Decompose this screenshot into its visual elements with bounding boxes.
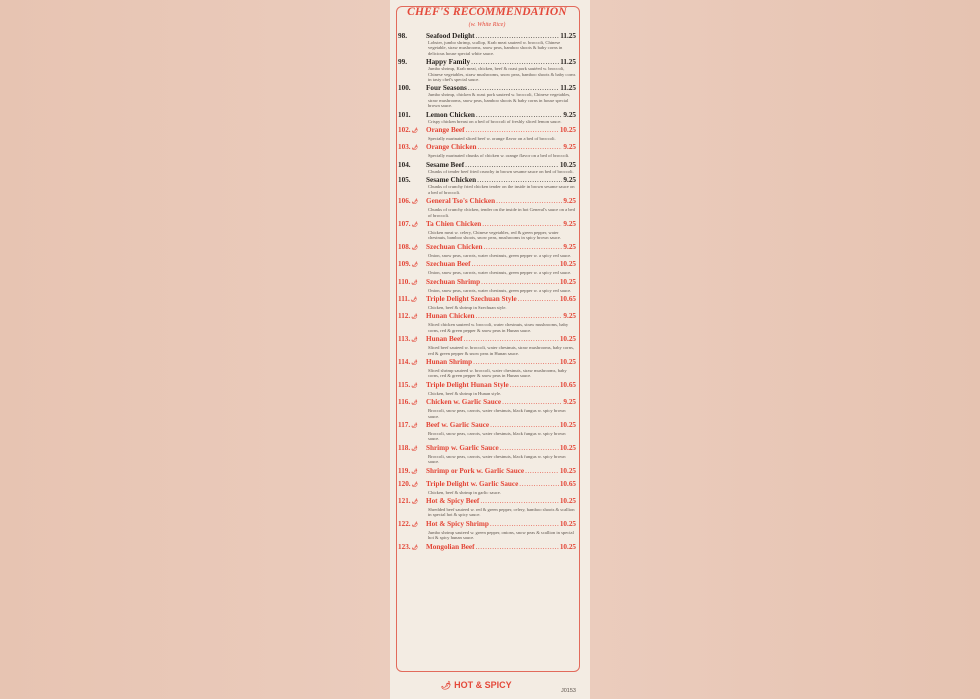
item-name: Mongolian Beef	[426, 542, 475, 551]
menu-item-header	[398, 381, 576, 391]
menu-item-header	[398, 243, 576, 253]
leader-dots	[490, 520, 559, 528]
item-number	[398, 335, 426, 345]
pepper-icon: 🌶	[411, 522, 418, 528]
leader-dots	[465, 161, 559, 169]
item-number	[398, 520, 426, 530]
item-number	[398, 312, 426, 322]
leader-dots	[477, 176, 562, 184]
menu-item-header	[398, 161, 576, 169]
item-description: Jumbo shrimp, Krab meat, chicken, beef & roast pork sautéed w. broccoli, Chinese vegetables, straw mushrooms, snow peas, bamboo shoots & baby corns in tasty chef's special sauce.	[428, 66, 576, 83]
item-number	[398, 278, 426, 288]
item-price: 10.65	[559, 479, 576, 488]
pepper-icon: 🌶	[411, 315, 418, 321]
item-number	[398, 126, 426, 136]
menu-item-header	[398, 543, 576, 553]
item-description: Onion, snow peas, carrots, water chestnuts, green pepper w. a spicy red sauce.	[428, 270, 572, 276]
item-description: Sliced chicken sauteed w. broccoli, water chestnuts, straw mushrooms, baby corns, red & green pepper & snow peas in Hunan sauce.	[428, 322, 569, 333]
pepper-icon: 🌶	[411, 129, 418, 135]
item-description: Onion, snow peas, carrots, water chestnuts, green pepper w. a spicy red sauce.	[428, 287, 572, 293]
menu-item-header	[398, 58, 576, 66]
menu-item-header	[398, 176, 576, 184]
item-price: 10.25	[559, 126, 576, 135]
item-price: 10.25	[559, 519, 576, 528]
menu-item	[398, 520, 576, 543]
item-name: Ta Chien Chicken	[426, 219, 482, 228]
menu-item-header	[398, 444, 576, 454]
item-name: Shrimp or Pork w. Garlic Sauce	[426, 466, 525, 475]
menu-item	[398, 220, 576, 243]
menu-item	[398, 84, 576, 110]
item-number-text: 109.	[398, 260, 411, 269]
item-number-text: 116.	[398, 398, 411, 407]
menu-subtitle: (w. White Rice)	[468, 22, 506, 28]
item-name: Szechuan Shrimp	[426, 277, 481, 286]
item-description: Specially marinated sliced beef w. orange flavor on a bed of broccoli.	[428, 136, 556, 142]
menu-item-header	[398, 260, 576, 270]
item-number	[398, 32, 426, 40]
leader-dots	[476, 312, 563, 320]
item-number	[398, 421, 426, 431]
item-description: Lobster, jumbo shrimp, scallop, Krab meat sauteed w. broccoli, Chinese vegetable, straw mushrooms, snow peas, bamboo shoots & baby corns in delicious house special white sauce.	[428, 40, 563, 56]
menu-item-header	[398, 421, 576, 431]
pepper-icon: 🌶	[411, 245, 418, 251]
leader-dots	[510, 381, 559, 389]
item-description: Jumbo shrimp sauteed w. green pepper, onions, snow peas & scallion in special hot & spicy hunan sauce.	[428, 529, 574, 541]
menu-item-header	[398, 312, 576, 322]
item-price: 10.25	[559, 277, 576, 286]
item-name: Happy Family	[426, 58, 471, 67]
menu-item	[398, 444, 576, 467]
leader-dots	[519, 480, 559, 488]
menu-item-header	[398, 335, 576, 345]
item-number-text: 100.	[398, 84, 411, 93]
pepper-icon: 🌶	[411, 545, 418, 551]
leader-dots	[525, 467, 559, 475]
menu-item-list	[398, 32, 576, 556]
leader-dots	[472, 260, 559, 268]
item-price: 9.25	[563, 242, 576, 251]
item-name: Hunan Beef	[426, 335, 463, 344]
menu-item-header	[398, 358, 576, 368]
menu-sheet	[390, 0, 590, 699]
item-name: Szechuan Chicken	[426, 242, 483, 251]
item-number	[398, 398, 426, 408]
pepper-icon: 🌶	[411, 469, 418, 475]
item-description: Broccoli, snow peas, carrots, water chestnuts, black fungus w. spicy brown sauce.	[428, 453, 566, 465]
item-number	[398, 176, 426, 184]
menu-item	[398, 421, 576, 444]
item-name: Triple Delight w. Garlic Sauce	[426, 479, 519, 488]
item-price: 11.25	[560, 84, 576, 93]
item-description: Sliced beef sauteed w. broccoli, water chestnuts, straw mushrooms, baby corns, red & green pepper & snow peas in Hunan sauce.	[428, 345, 575, 356]
item-price: 10.25	[559, 466, 576, 475]
menu-item-header	[398, 278, 576, 288]
menu-item	[398, 381, 576, 398]
item-name: Chicken w. Garlic Sauce	[426, 398, 502, 407]
item-price: 10.25	[559, 260, 576, 269]
item-description: Chicken meat w. celery, Chinese vegetables, red & green pepper, water chestnuts, bamboo shoots, snow peas, mushrooms in spicy brown sauce.	[428, 229, 562, 241]
item-number-text: 112.	[398, 312, 411, 321]
pepper-icon: 🌶	[411, 482, 418, 488]
item-price: 10.25	[559, 357, 576, 366]
pepper-icon: 🌶	[411, 338, 418, 344]
menu-item-header	[398, 220, 576, 230]
item-description: Broccoli, snow peas, carrots, water chestnuts, black fungus w. spicy brown sauce.	[428, 431, 566, 442]
leader-dots	[482, 220, 562, 228]
item-name: Beef w. Garlic Sauce	[426, 421, 490, 429]
menu-item	[398, 398, 576, 421]
menu-item	[398, 243, 576, 260]
menu-item-header	[398, 32, 576, 40]
leader-dots	[476, 32, 560, 40]
spicy-legend	[440, 680, 512, 690]
menu-item-header	[398, 111, 576, 119]
item-price: 10.25	[559, 160, 576, 169]
item-number	[398, 444, 426, 454]
item-name: Orange Beef	[426, 126, 465, 135]
item-price: 10.25	[559, 443, 576, 452]
item-number-text: 107.	[398, 219, 411, 228]
item-description: Chunks of crunchy chicken, tender on the inside in hot General's sauce on a bed of broccoli.	[428, 207, 575, 218]
item-price: 9.25	[563, 398, 576, 407]
item-number-text: 104.	[398, 160, 411, 169]
leader-dots	[464, 335, 559, 343]
menu-item-header	[398, 398, 576, 408]
menu-item-header	[398, 143, 576, 153]
item-price: 10.65	[559, 294, 576, 303]
pepper-icon: 🌶	[411, 500, 418, 506]
pepper-icon: 🌶	[411, 446, 418, 452]
item-description: Onion, snow peas, carrots, water chestnuts, green pepper w. a spicy red sauce.	[428, 252, 572, 258]
leader-dots	[490, 421, 559, 429]
item-description: Chicken, beef & shrimp in Hunan style.	[428, 390, 502, 396]
leader-dots	[500, 444, 559, 452]
menu-item-header	[398, 295, 576, 305]
pepper-icon: 🌶	[410, 297, 418, 303]
pepper-icon: 🌶	[411, 263, 418, 269]
leader-dots	[518, 295, 559, 303]
item-number	[398, 161, 426, 169]
item-number-text: 101.	[398, 110, 411, 119]
background-right	[590, 0, 980, 699]
item-name: Triple Delight Hunan Style	[426, 380, 509, 389]
item-price: 10.25	[559, 421, 576, 429]
item-name: Seafood Delight	[426, 32, 475, 40]
menu-item-header	[398, 84, 576, 92]
item-description: Specially marinated chunks of chicken w. orange flavor on a bed of broccoli.	[428, 153, 570, 159]
item-price: 11.25	[560, 58, 576, 67]
menu-item-header	[398, 197, 576, 207]
menu-item	[398, 497, 576, 520]
item-description: Chicken, beef & shrimp in Szechuan style.	[428, 304, 507, 310]
menu-item-header	[398, 497, 576, 507]
item-name: Hunan Chicken	[426, 312, 475, 321]
item-number-text: 117.	[398, 421, 411, 429]
leader-dots	[480, 497, 559, 505]
item-number-text: 120.	[398, 479, 411, 488]
item-price: 9.25	[563, 197, 576, 206]
leader-dots	[466, 126, 559, 134]
item-name: Shrimp w. Garlic Sauce	[426, 443, 499, 452]
pepper-icon: 🌶	[411, 200, 418, 206]
item-price: 10.65	[559, 380, 576, 389]
legend-label: HOT & SPICY	[454, 680, 512, 690]
pepper-icon: 🌶	[411, 222, 418, 228]
item-price: 11.25	[560, 32, 576, 40]
item-price: 10.25	[559, 335, 576, 344]
item-description: Shredded beef sauteed w. red & green pepper, celery, bamboo shoots & scallion in special hot & spicy sauce.	[428, 507, 575, 518]
item-number-text: 123.	[398, 542, 411, 551]
item-number	[398, 358, 426, 368]
item-number	[398, 467, 426, 477]
item-number	[398, 295, 426, 305]
menu-item	[398, 176, 576, 197]
leader-dots	[473, 358, 559, 366]
item-number	[398, 243, 426, 253]
item-description: Chicken, beef & shrimp in garlic sauce.	[428, 489, 501, 495]
item-name: Sesame Chicken	[426, 176, 477, 185]
leader-dots	[496, 197, 562, 205]
menu-item	[398, 32, 576, 58]
item-number-text: 113.	[398, 335, 411, 344]
item-number	[398, 497, 426, 507]
menu-item	[398, 543, 576, 556]
item-description: Chunks of crunchy fried chicken tender on the inside in brown sesame sauce on a bed of broccoli.	[428, 184, 575, 195]
menu-item-header	[398, 467, 576, 477]
item-price: 10.25	[559, 542, 576, 551]
item-description: Chunks of tender beef fried crunchy in brown sesame sauce on bed of broccoli.	[428, 168, 574, 174]
leader-dots	[502, 398, 562, 406]
pepper-icon: 🌶	[441, 681, 452, 690]
item-name: Hot & Spicy Shrimp	[426, 519, 489, 528]
item-name: Hot & Spicy Beef	[426, 497, 480, 506]
menu-item	[398, 126, 576, 143]
leader-dots	[481, 278, 559, 286]
item-number	[398, 197, 426, 207]
menu-item	[398, 467, 576, 480]
pepper-icon: 🌶	[411, 146, 418, 152]
item-number	[398, 381, 426, 391]
menu-item	[398, 335, 576, 358]
item-number	[398, 480, 426, 490]
item-number-text: 98.	[398, 32, 407, 40]
leader-dots	[471, 58, 559, 66]
item-price: 9.25	[563, 176, 576, 185]
item-number-text: 115.	[398, 380, 411, 389]
item-number-text: 106.	[398, 197, 411, 206]
menu-item-header	[398, 520, 576, 530]
item-price: 9.25	[563, 143, 576, 152]
pepper-icon: 🌶	[411, 401, 418, 407]
item-number-text: 118.	[398, 443, 411, 452]
item-name: General Tso's Chicken	[426, 197, 496, 206]
item-number	[398, 58, 426, 66]
menu-item	[398, 197, 576, 220]
menu-item	[398, 161, 576, 176]
item-number-text: 121.	[398, 497, 411, 506]
item-name: Four Seasons	[426, 84, 467, 93]
menu-item	[398, 358, 576, 381]
item-number-text: 102.	[398, 126, 411, 135]
item-name: Triple Delight Szechuan Style	[426, 294, 517, 303]
item-description: Broccoli, snow peas, carrots, water chestnuts, black fungus w. spicy brown sauce.	[428, 408, 566, 419]
leader-dots	[476, 111, 563, 119]
leader-dots	[484, 243, 563, 251]
item-number	[398, 220, 426, 230]
menu-item	[398, 480, 576, 497]
menu-item	[398, 260, 576, 277]
item-name: Lemon Chicken	[426, 110, 475, 119]
menu-item	[398, 278, 576, 295]
item-price: 9.25	[563, 110, 576, 119]
item-number-text: 119.	[398, 466, 411, 475]
pepper-icon: 🌶	[411, 424, 418, 429]
leader-dots	[468, 84, 559, 92]
item-number	[398, 111, 426, 119]
menu-item-header	[398, 480, 576, 490]
item-name: Szechuan Beef	[426, 260, 471, 269]
item-description: Crispy chicken breast on a bed of broccoli of freshly sliced lemon sauce.	[428, 118, 562, 124]
item-description: Sliced shrimp sauteed w. broccoli, water chestnuts, straw mushrooms, baby corns, red & green pepper & snow peas in Hunan sauce.	[428, 367, 567, 379]
item-price: 9.25	[563, 312, 576, 321]
menu-item	[398, 295, 576, 312]
item-number-text: 99.	[398, 58, 407, 67]
menu-item-header	[398, 126, 576, 136]
leader-dots	[478, 143, 563, 151]
item-name: Orange Chicken	[426, 143, 477, 152]
item-name: Hunan Shrimp	[426, 357, 473, 366]
background-left	[0, 0, 390, 699]
item-number-text: 110.	[398, 277, 411, 286]
item-number	[398, 260, 426, 270]
item-number-text: 103.	[398, 143, 411, 152]
menu-item	[398, 312, 576, 335]
item-number	[398, 84, 426, 92]
item-number-text: 114.	[398, 357, 411, 366]
menu-item	[398, 111, 576, 126]
menu-code: J0153	[561, 688, 576, 694]
item-name: Sesame Beef	[426, 160, 465, 169]
item-number-text: 105.	[398, 176, 411, 185]
pepper-icon: 🌶	[411, 383, 418, 389]
menu-title: CHEF'S RECOMMENDATION	[407, 6, 567, 18]
item-price: 10.25	[559, 497, 576, 506]
leader-dots	[476, 543, 559, 551]
menu-item	[398, 143, 576, 160]
item-number	[398, 143, 426, 153]
item-number	[398, 543, 426, 553]
pepper-icon: 🌶	[411, 360, 418, 366]
menu-item	[398, 58, 576, 84]
item-description: Jumbo shrimp, chicken & roast pork sauteed w. broccoli, Chinese vegetables, straw mushrooms, snow peas, bamboo shoots & baby corns in house special brown sauce.	[428, 92, 571, 109]
item-number-text: 108.	[398, 242, 411, 251]
item-number-text: 111.	[398, 294, 410, 303]
item-number-text: 122.	[398, 519, 411, 528]
item-price: 9.25	[563, 219, 576, 228]
pepper-icon: 🌶	[411, 280, 418, 286]
